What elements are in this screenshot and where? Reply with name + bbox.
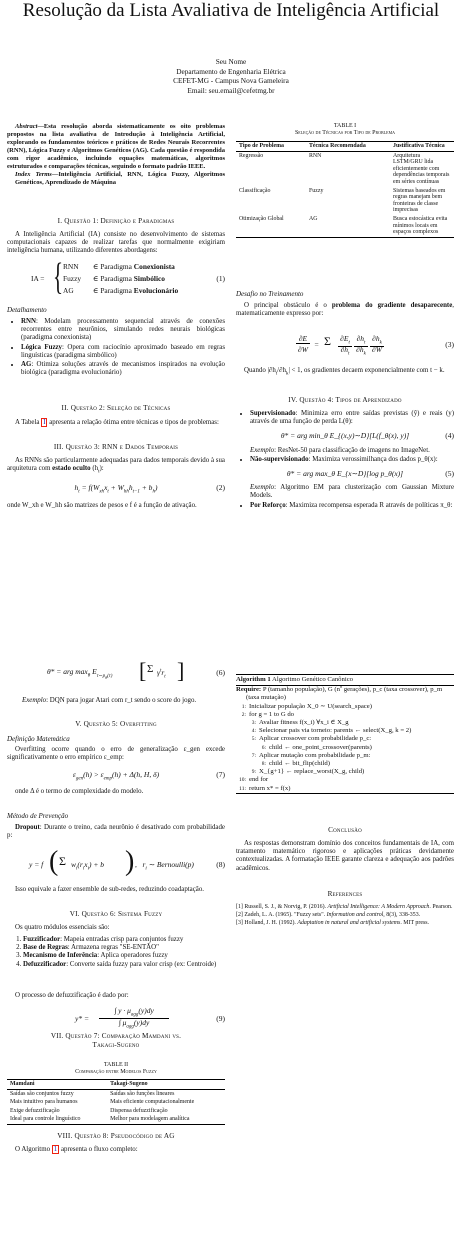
detail-item-fuzzy: • Lógica Fuzzy: Opera com raciocínio aproximado baseado em regras linguísticas (paradigma simbólico) — [21, 344, 225, 360]
reference-item: [3] Holland, J. H. (1992). Adaptation in natural and artificial systems. MIT press. — [236, 920, 430, 926]
algorithm-line: 5: Aplicar crossover com probabilidade p_c: — [251, 735, 372, 743]
algorithm-1 — [236, 674, 454, 794]
q4-item-unsupervised: • Não-supervisionado: Maximiza verossimilhança dos dados p_θ(x): θ* = arg max_θ E_{x∼D}[log p_θ(x)] (5) Exemplo: Algoritmo EM para clusterização com Gaussian Mixture Models. — [250, 456, 454, 501]
section-heading-q7: VII. Questão 7: Comparação Mamdani vs. Takagi-Sugeno — [50, 1032, 182, 1049]
q1-intro: A Inteligência Artificial (IA) consiste no desenvolvimento de sistemas computacionais capazes de realizar tarefas que normalmente exigiriam inteligência humana, utilizando diferentes abordagens: — [7, 231, 225, 255]
q6-module-4: 4. Defuzzificador: Converte saída fuzzy para valor crisp (ex: Centroide) — [23, 961, 225, 969]
conclusion-text: As respostas demonstram domínio dos conceitos fundamentais de IA, com tratamento matemático rigoroso e aplicações práticas devidamente contextualizadas. A formatação IEEE garante clareza e adequação aos padrões acadêmicos. — [236, 840, 454, 872]
q2-text: A Tabela I apresenta a relação ótima entre técnicas e tipos de problemas: — [15, 419, 219, 426]
eq1-case-ag: AG ∈ Paradigma Evolucionário — [63, 286, 179, 295]
eq2-number: (2) — [216, 483, 225, 492]
algorithm-line: 10: end for — [238, 776, 269, 784]
table-ref-link[interactable]: I — [43, 419, 46, 426]
algorithm-require: Require: P (tamanho população), G (nº gerações), p_c (taxa crossover), p_m (taxa mutação) — [236, 686, 443, 702]
table-row: Regressão RNN Arquitetura LSTM/GRU lida eficientemente com dependências temporais em séries contínuas — [239, 152, 450, 185]
section-heading-q4: IV. Questão 4: Tipos de Aprendizado — [288, 396, 402, 404]
equation-7 — [7, 770, 225, 782]
eq1-number: (1) — [216, 274, 225, 283]
algorithm-line: 7: Aplicar mutação com probabilidade p_m: — [251, 751, 371, 759]
q5-def-text: Overfitting ocorre quando o erro de generalização ε_gen excede significativamente o erro empírico ε_emp: — [7, 746, 225, 762]
table-1 — [236, 123, 454, 238]
table-row: Mais intuitivo para humanos Mais eficiente computacionalmente — [10, 1099, 195, 1106]
equation-1 — [7, 258, 225, 302]
table1-caption-title: Seleção de Técnicas por Tipo de Problema — [294, 130, 396, 136]
section-heading-q1: I. Questão 1: Definição e Paradigmas — [57, 217, 175, 225]
eq8-number: (8) — [216, 860, 225, 869]
table2-caption-number: TABLE II — [103, 1062, 129, 1068]
equation-4: θ* = arg min_θ E_{(x,y)∼D}[L(f_θ(x), y)] (4) — [280, 431, 454, 441]
eq6-number: (6) — [216, 668, 225, 677]
q5-after: onde Δ é o termo de complexidade do modelo. — [15, 788, 144, 795]
detail-label: Detalhamento — [7, 306, 47, 314]
table-row: Saídas são conjuntos fuzzy Saídas são funções lineares — [10, 1090, 175, 1097]
q4-unsupervised-example: Exemplo: Algoritmo EM para clusterização com Gaussian Mixture Models. — [250, 484, 454, 500]
affiliation-dept: Departamento de Engenharia Elétrica — [176, 66, 286, 76]
eq1-case-fuzzy: Fuzzy ∈ Paradigma Simbólico — [63, 274, 166, 283]
equation-8: y = f ( Σ $w_i(r_ix_i) + b$ ) , $r_i$ ∼ Bernoulli(p) (8) — [29, 846, 225, 877]
affiliation-email: Email: seu.email@cefetmg.br — [187, 85, 275, 95]
detail-item-ag: • AG: Otimiza soluções através de mecanismos inspirados na evolução biológica (paradigma evolucionário) — [21, 361, 225, 377]
table1-caption-number: TABLE I — [333, 123, 357, 129]
q5-after2: Isso equivale a fazer ensemble de sub-redes, reduzindo coadaptação. — [15, 886, 205, 893]
eq1-cases — [63, 261, 178, 297]
q4-list — [236, 410, 454, 511]
q4-supervised-example: Exemplo: ResNet-50 para classificação de imagens no ImageNet. — [250, 446, 430, 454]
algorithm-line: 11: return x* = f(x) — [239, 784, 291, 792]
section-heading-q5: V. Questão 5: Overfitting — [75, 720, 157, 728]
section-heading-q3: III. Questão 3: RNN e Dados Temporais — [53, 443, 179, 451]
table-row: Classificação Fuzzy Sistemas baseados em regras manejam bem fronteiras de classe imprecisas — [239, 187, 446, 214]
index-terms-text: —Inteligência Artificial, RNN, Lógica Fuzzy, Algoritmos Genéticos, Aprendizado de Máquina — [15, 171, 226, 187]
desafio-after: Quando $|\partial h_t/\partial h_k| < 1$, os gradientes decaem exponencialmente com t − k. — [244, 367, 445, 377]
table-row: Otimização Global AG Busca estocástica evita mínimos locais em espaços complexos — [236, 215, 454, 237]
algorithm-line: 1: Inicializar população X_0 ∼ U(search_space) — [241, 702, 372, 710]
eq1-lhs: IA = — [31, 274, 45, 283]
q4-item-supervised: • Supervisionado: Minimiza erro entre saídas previstas (ŷ) e reais (y) através de uma função de perda L(θ): θ* = arg min_θ E_{(x,y)∼D}[L(f_θ(x), y)] (4) Exemplo: ResNet-50 para classificação de imagens no ImageNet. — [250, 410, 454, 455]
equation-9: y* = ∫ $y \cdot \mu_{agg}(y)dy$ ∫ $\mu_{agg}(y)dy$ (9) — [75, 1006, 225, 1030]
detail-item-rnn: • RNN: Modelam processamento sequencial através de conexões recorrentes entre neurônios, simulando redes neurais biológicas (paradigma conexionista) — [21, 318, 225, 343]
algorithm-line: 9: X_{g+1} ← replace_worst(X_g, child) — [251, 768, 365, 776]
q6-intro: Os quatro módulos essenciais são: — [15, 924, 110, 931]
q6-defuzz: O processo de defuzzificação é dado por: — [15, 992, 129, 999]
index-terms-label: Index Terms — [15, 171, 52, 179]
eq9-number: (9) — [216, 1014, 225, 1023]
equation-6: θ* = arg $\max_\theta E_{\tau\sim p_\theta(\tau)}$ [ Σ $\gamma^tr_t$ ] (6) — [47, 658, 225, 683]
reference-list — [236, 904, 454, 928]
q6-modules — [7, 936, 225, 969]
table-row: Exige defuzzificação Dispensa defuzzificação — [10, 1107, 168, 1114]
desafio-label: Desafio no Treinamento — [236, 290, 304, 298]
q8-text: O Algoritmo 1 apresenta o fluxo completo: — [15, 1146, 138, 1153]
algorithm-line: 2: for g = 1 to G do — [241, 710, 295, 718]
q5-prev-label: Método de Prevenção — [7, 812, 69, 820]
section-heading-conclusion: Conclusão — [328, 826, 362, 834]
section-heading-references: References — [327, 890, 363, 898]
abstract-label: Abstract — [15, 123, 38, 130]
eq3-number: (3) — [445, 340, 454, 349]
desafio-text: O principal obstáculo é o problema do gradiente desaparecente, matematicamente expresso por: — [236, 302, 454, 318]
algorithm-line: 4: Selecionar pais via torneio: parents ← select(X_g, k = 2) — [251, 727, 412, 735]
q4-rl-example: Exemplo: DQN para jogar Atari com r_t sendo o score do jogo. — [22, 697, 197, 704]
affiliation-campus: CEFET-MG - Campus Nova Gameleira — [173, 76, 289, 86]
author-name: Seu Nome — [215, 57, 247, 66]
eq1-case-rnn: RNN ∈ Paradigma Conexionista — [63, 262, 175, 271]
section-heading-q8: VIII. Questão 8: Pseudocódigo de AG — [57, 1132, 175, 1140]
reference-item: [1] Russell, S. J., & Norvig, P. (2016). Artificial Intelligence: A Modern Approach. Pearson. — [236, 904, 453, 910]
algorithm-ref-link[interactable]: 1 — [53, 1146, 58, 1153]
author-block — [0, 57, 462, 95]
eq7-formula: $\varepsilon_{gen}(h) > \varepsilon_{emp}(h) + \Delta(h$, H, δ) — [72, 770, 160, 782]
table2-grid: Mamdani Takagi-Sugeno Saídas são conjuntos fuzzy Saídas são funções lineares Mais intuitivo para humanos Mais eficiente computacionalmente Exige defuzzificação Dispensa defuzzificação Ideal para controle linguístico Melhor para modelagem analítica — [7, 1079, 225, 1125]
table2-caption-title: Comparação entre Modelos Fuzzy — [75, 1069, 157, 1075]
algorithm-header: Algorithm 1 Algoritmo Genético Canônico — [236, 675, 454, 686]
q4-item-reinforcement: • Por Reforço: Maximiza recompensa esperada R através de políticas π_θ: — [250, 502, 454, 510]
equation-5: θ* = arg max_θ E_{x∼D}[log p_θ(x)] (5) — [286, 469, 454, 479]
q6-module-2: 2. Base de Regras: Armazena regras "SE-ENTÃO" — [23, 944, 225, 952]
q6-module-1: 1. Fuzzificador: Mapeia entradas crisp para conjuntos fuzzy — [23, 936, 225, 944]
index-terms — [7, 171, 225, 187]
detail-list — [7, 318, 225, 378]
q5-def-label: Definição Matemática — [7, 735, 70, 743]
section-heading-q6: VI. Questão 6: Sistema Fuzzy — [69, 910, 163, 918]
equation-3: ∂E ∂W = Σ $\partial E_t$ $\partial h_t$ $\partial h_t$ $\partial h_k$ $\partial h_k$ ∂W (3) — [236, 332, 454, 362]
eq1-brace: { — [53, 256, 64, 298]
eq7-number: (7) — [216, 770, 225, 779]
abstract — [7, 123, 225, 187]
algorithm-line: 6: child ← one_point_crossover(parents) — [261, 743, 372, 751]
table-2 — [7, 1062, 225, 1125]
equation-2 — [7, 483, 225, 495]
algorithm-line: 8: child ← bit_flip(child) — [261, 760, 330, 768]
eq2-formula: $h_t = f(W_{xh}x_t + W_{hh}h_{t-1} + b_h)$ — [74, 483, 158, 495]
table1-grid: Tipo de Problema Técnica Recomendada Justificativa Técnica Regressão RNN Arquitetura LSTM/GRU lida eficientemente com dependências temporais em séries contínuas Classificação Fuzzy Sistemas baseados em regras manejam bem fronteiras de classe imprecisas Otimização Global AG Busca estocástica evita mínimos locais em espaços complexos — [236, 141, 454, 238]
reference-item: [2] Zadeh, L. A. (1965). "Fuzzy sets". Information and control, 8(3), 338-353. — [236, 912, 421, 918]
algorithm-line: 3: Avaliar fitness f(x_i) ∀x_i ∈ X_g — [251, 719, 349, 727]
q5-dropout: Dropout: Durante o treino, cada neurônio é desativado com probabilidade p: — [7, 824, 225, 840]
q3-text: As RNNs são particularmente adequadas para dados temporais devido à sua arquitetura com estado oculto $(h_t)$: — [7, 457, 225, 475]
section-heading-q2: II. Questão 2: Seleção de Técnicas — [61, 404, 171, 412]
paper-title: Resolução da Lista Avaliativa de Inteligência Artificial — [22, 0, 440, 21]
q3-after: onde W_xh e W_hh são matrizes de pesos e f é a função de ativação. — [7, 502, 197, 509]
abstract-text: —Esta resolução aborda sistematicamente os oito problemas propostos na lista avaliativa de Introdução à Inteligência Artificial, explorando os fundamentos teóricos e práticos de Redes Neurais Recorrentes (RNN), Lógica Fuzzy e Algoritmos Genéticos (AG). Cada questão é respondida com rigor acadêmico, incluindo equações matemáticas, algoritmos estruturados e comparações técnicas, seguindo o formato padrão IEEE. — [7, 123, 225, 170]
q6-module-3: 3. Mecanismo de Inferência: Aplica operadores fuzzy — [23, 952, 225, 960]
table-row: Ideal para controle linguístico Melhor para modelagem analítica — [7, 1115, 225, 1124]
